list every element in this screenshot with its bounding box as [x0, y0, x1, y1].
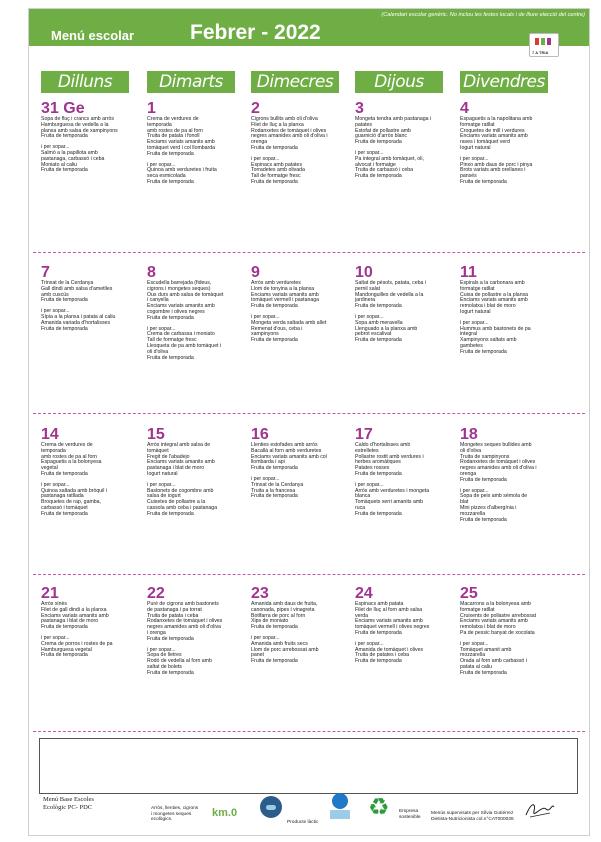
header-bar — [29, 9, 589, 55]
menu-line: pastanaga ratllada — [41, 493, 84, 500]
day-number: 16 — [251, 426, 269, 443]
menu-line: Filet de gall dindi a la planxa — [41, 606, 107, 613]
menu-line: Rodanxetes de tomàquet i olives — [147, 618, 223, 625]
menu-line: herbes aromàtiques — [355, 459, 401, 466]
day-header-dilluns: Dilluns — [41, 71, 129, 93]
menu-line: estrelletes — [355, 447, 379, 454]
day-cell — [251, 585, 351, 665]
day-cell — [355, 585, 455, 665]
menu-line: Pa de pessic banyat de xocolata — [460, 629, 535, 636]
menu-line: amb cuscús — [41, 291, 69, 298]
menu-line: Fruita de temporada — [41, 133, 88, 140]
menu-line: remolatxa i blat de moro — [460, 624, 516, 631]
menu-line: Fruita de temporada — [41, 510, 88, 517]
menu-line: Tall de formatge fresc — [251, 173, 301, 180]
menu-line: saltat de bolets — [147, 663, 182, 670]
sustainable-badge-icon — [330, 793, 350, 819]
menu-line: Espinacs amb patata — [355, 601, 404, 607]
menu-line: oli d'oliva — [147, 348, 169, 355]
menu-line: Hamburguesa vegetal — [41, 646, 92, 653]
menu-line: i per sopar... — [41, 481, 70, 488]
day-cell — [355, 264, 455, 344]
menu-line: blat — [460, 499, 469, 506]
badge-base — [330, 810, 350, 819]
day-number: 11 — [460, 264, 477, 281]
eco-line: i mongetes seques — [151, 811, 192, 817]
menu-line: Ous durs amb salsa de tomàquet — [147, 291, 224, 298]
menu-line: cigrons i mongetes seques) — [147, 285, 211, 292]
menu-line: Fruita de temporada — [147, 669, 194, 676]
day-header-dimecres: Dimecres — [251, 71, 339, 93]
menu-line: Fruita de temporada — [251, 624, 298, 631]
menu-line: Iogurt natural — [460, 144, 491, 151]
menu-line: Pinxo amb daus de porc i pinya — [460, 161, 533, 168]
menu-line: Espirals a la carbonara amb — [460, 280, 525, 286]
menu-line: guarnició d'arròs blanc — [355, 133, 408, 140]
day-cell — [355, 426, 455, 518]
logo-text: 7 A TRIA — [532, 50, 549, 55]
day-cell — [147, 100, 247, 186]
empresa-line: sostenible — [399, 814, 421, 820]
menu-line: tomàquet — [147, 447, 169, 454]
menu-line: Truita de patata i fonoll — [147, 133, 200, 140]
menu-line: Xips de moniato — [251, 618, 289, 625]
day-number: 8 — [147, 264, 156, 281]
menu-line: i per sopar... — [460, 487, 489, 494]
menu-base-line2: Ecològic PC- PDC — [43, 804, 93, 811]
day-cell — [41, 426, 141, 518]
day-number: 31 Ge — [41, 100, 85, 117]
menu-line: pansés — [460, 173, 477, 180]
menu-line: Fruita de temporada — [147, 354, 194, 361]
menu-line: i per sopar... — [251, 634, 280, 641]
eco-line: Arròs, llenties, cigrons — [151, 806, 199, 811]
menu-line: Fruita de temporada — [355, 303, 402, 310]
menu-line: Tomàquets xerri amanits amb — [355, 499, 424, 506]
menu-line: Quinoa saltada amb bròquil i — [41, 487, 108, 494]
menu-line: Filet de lluç al forn amb salsa — [355, 606, 423, 613]
menu-line: Fruita de temporada — [147, 150, 194, 157]
menu-line: Fruita de temporada — [460, 476, 507, 483]
menu-line: Sopa amb meravella — [355, 319, 403, 326]
notes-box — [39, 738, 578, 794]
menu-line: cassola amb ceba i pastanaga — [147, 504, 218, 511]
menu-line: jardinera — [355, 297, 376, 304]
menu-line: Pollastre rostit amb verdures i — [355, 453, 424, 460]
menu-line: Fruita de temporada — [41, 297, 88, 304]
day-number: 10 — [355, 264, 373, 281]
km0-logo: km.0 — [212, 807, 238, 819]
month-title: Febrer - 2022 — [190, 21, 321, 44]
menu-line: Trinxat de la Cerdanya — [251, 481, 304, 488]
menu-line: Crema de porros i rostes de pa — [41, 640, 113, 647]
menu-line: Enciams variats amanits amb — [460, 133, 528, 140]
menu-line: Cuixetes de pollastre a la — [147, 499, 206, 506]
menu-line: Fruita de temporada — [251, 658, 298, 665]
menu-line: Truita de patates i ceba — [355, 652, 410, 659]
menu-line: Arròs xinès — [41, 601, 67, 607]
day-number: 14 — [41, 426, 59, 443]
menu-line: Espaguetis a la bolonyesa — [41, 459, 102, 466]
menu-line: xampinyons — [251, 331, 279, 338]
menu-line: Fruita de temporada — [41, 624, 88, 631]
menu-line: Amanida variada d'hortalisses — [41, 319, 111, 326]
menu-line: panet — [251, 652, 264, 659]
menu-line: llombarda i api — [251, 459, 285, 466]
menu-line: i per sopar... — [41, 634, 70, 641]
menu-line: Fruita de temporada — [41, 652, 88, 659]
menu-page — [28, 8, 590, 836]
menu-line: Iogurt natural — [460, 308, 491, 315]
menu-line: Amanida amb daus de fruita, — [251, 601, 318, 607]
menu-line: Fruita de temporada — [460, 178, 507, 185]
menu-line: remolatxa i blat de moro — [460, 303, 516, 310]
menu-line: pastanaga i blat de moro — [147, 465, 205, 472]
menu-line: carbassó i tomàquet — [41, 504, 88, 511]
signature-graphic — [524, 799, 556, 821]
day-cell — [147, 426, 247, 518]
menu-line: i per sopar... — [355, 313, 384, 320]
menu-line: amb rostes de pa al forn — [41, 453, 97, 460]
menu-line: Enciams variats amanits amb col — [251, 453, 327, 460]
day-number: 3 — [355, 100, 364, 117]
menu-line: Fruita de temporada — [355, 629, 402, 636]
menu-line: Mongetes seques bullides amb — [460, 442, 532, 448]
menu-line: Enciams variats amanits amb — [147, 139, 215, 146]
week-separator — [33, 731, 585, 732]
menu-line: Estofat de pollastre amb — [355, 127, 411, 134]
menu-line: Xampinyons saltats amb — [460, 337, 517, 344]
menu-line: Tomàquet amanit amb — [460, 646, 512, 653]
menu-line: Broquetes de rap, gamba, — [41, 499, 101, 506]
menu-line: vegetal — [41, 465, 58, 472]
menu-line: Fruita de temporada — [355, 510, 402, 517]
menu-line: Iogurt natural — [147, 470, 178, 477]
menu-line: Fruita de temporada — [355, 470, 402, 477]
day-number: 24 — [355, 585, 373, 602]
menu-line: blanca — [355, 493, 371, 500]
menu-line: mozzarella — [460, 652, 486, 659]
menu-line: patates — [355, 121, 373, 128]
day-number: 25 — [460, 585, 478, 602]
menu-line: Saltat de pèsols, patata, ceba i — [355, 280, 426, 286]
menu-line: orenga — [251, 139, 268, 146]
recycle-icon: ♻ — [368, 794, 390, 821]
cow-icon — [266, 805, 276, 810]
menu-line: Bacallà al forn amb verduretes — [251, 447, 322, 454]
menu-line: pastanaga i blat de moro — [41, 618, 99, 625]
menu-line: i per sopar... — [460, 640, 489, 647]
menu-line: Enciams variats amanits amb — [251, 291, 319, 298]
menu-line: salsa de iogurt — [147, 493, 181, 500]
menu-line: Patates rosses — [355, 465, 390, 472]
menu-line: Truita a la francesa — [251, 487, 296, 494]
menu-line: Botifarra de porc al forn — [251, 612, 306, 619]
menu-line: Fregit de l'abadejo — [147, 453, 190, 460]
menu-line: Remenat d'ous, ceba i — [251, 325, 303, 332]
menu-line: Tall de formatge fresc — [147, 337, 197, 344]
menu-line: amb rostes de pa al forn — [147, 127, 203, 134]
menu-line: Moniato al caliu — [41, 161, 78, 168]
day-number: 18 — [460, 426, 478, 443]
day-cell — [41, 264, 141, 332]
menu-line: temporada — [41, 447, 66, 454]
menu-line: de pastanaga i pa torrat — [147, 606, 202, 613]
supervision-line: Menús supervisats per Sílvia Gutiérrez — [431, 811, 514, 816]
menu-line: i orenga — [147, 629, 166, 636]
menu-line: tomàquet verd i col llombarda — [147, 144, 216, 151]
menu-line: Sopa de peix amb sèmola de — [460, 493, 528, 500]
menu-line: Fruita de temporada — [251, 465, 298, 472]
menu-line: Llom de tonyina a la planxa — [251, 285, 315, 292]
menu-line: Escudella barrejada (fideus, — [147, 280, 212, 286]
menu-line: Arròs integral amb salsa de — [147, 442, 211, 448]
day-cell — [251, 426, 351, 500]
day-number: 15 — [147, 426, 165, 443]
lactic-label: Producte làctic — [287, 820, 319, 825]
day-header-dijous: Dijous — [355, 71, 443, 93]
menu-line: Torradetes amb olivada — [251, 167, 305, 174]
menu-line: Fruita de temporada — [251, 493, 298, 500]
menu-line: pebrot escalivat — [355, 331, 392, 338]
menu-line: mozzarella — [460, 510, 486, 517]
menu-line: Caldo d'hortalisses amb — [355, 442, 411, 448]
menu-line: Fruita de temporada — [251, 144, 298, 151]
menu-line: Rodó de vedella al forn amb — [147, 658, 212, 665]
menu-line: Fruita de temporada — [147, 510, 194, 517]
brand-logo — [529, 33, 559, 57]
day-number: 4 — [460, 100, 469, 117]
day-cell — [41, 100, 141, 174]
day-number: 21 — [41, 585, 59, 602]
menu-line: Trinxat de la Cerdanya — [41, 280, 94, 286]
lactic-logo-icon — [260, 796, 282, 818]
menu-line: negres amanides amb oli d'oliva i — [251, 133, 328, 140]
menu-line: Fruita de temporada — [251, 303, 298, 310]
menu-line: Hummus amb bastonets de pa — [460, 325, 531, 332]
menu-line: Fruita de temporada — [251, 337, 298, 344]
menu-line: Sípia a la planxa i patata al caliu — [41, 313, 116, 320]
menu-line: Sopa de lletres — [147, 652, 182, 659]
menu-line: Fruita de temporada — [355, 337, 402, 344]
menu-line: formatge ratllat — [460, 606, 495, 613]
menu-line: Fruita de temporada — [460, 348, 507, 355]
menu-line: Espinacs amb patates — [251, 161, 303, 168]
menu-line: i per sopar... — [41, 144, 70, 151]
menu-line: Mongeta verda saltada amb allet — [251, 319, 327, 326]
day-cell — [251, 100, 351, 186]
menu-line: Enciams variats amanits amb — [147, 303, 215, 310]
menu-line: Llenties estofades amb arròs — [251, 442, 318, 448]
day-number: 17 — [355, 426, 373, 443]
menu-line: Fruita de temporada — [147, 635, 194, 642]
menu-line: i per sopar... — [147, 161, 176, 168]
menu-line: tomàquet vermell i pastanaga — [251, 297, 320, 304]
menu-line: Cigrons bullits amb oli d'oliva — [251, 116, 318, 122]
menu-line: cogombre i olives negres — [147, 308, 205, 315]
menu-line: Salmó a la papillota amb — [41, 149, 98, 156]
menu-line: i per sopar... — [147, 481, 176, 488]
menu-line: Fruita de temporada — [355, 658, 402, 665]
menu-line: i per sopar... — [41, 308, 70, 315]
day-number: 9 — [251, 264, 260, 281]
menu-line: Orada al forn amb carbassó i — [460, 658, 527, 665]
menu-line: Mandonguilles de vedella a la — [355, 291, 424, 298]
menu-line: raves i tomàquet verd — [460, 139, 510, 146]
day-header-divendres: Divendres — [460, 71, 548, 93]
day-cell — [41, 585, 141, 659]
menu-line: Mini pizzes d'albergínia i — [460, 504, 517, 511]
menu-line: gambetes — [460, 342, 483, 349]
menu-line: i canyella — [147, 297, 169, 304]
day-cell — [460, 426, 560, 523]
menu-line: Llenguado a la planxa amb — [355, 325, 418, 332]
menu-line: formatge ratllat — [460, 285, 495, 292]
logo-bar-magenta — [547, 38, 551, 45]
menu-line: negres amanides amb oli d'oliva i — [460, 465, 537, 472]
menu-line: Fruita de temporada — [460, 516, 507, 523]
menu-line: Rodanxetes de tomàquet i olives — [460, 459, 536, 466]
menu-line: i per sopar... — [460, 155, 489, 162]
day-cell — [355, 100, 455, 180]
day-number: 2 — [251, 100, 260, 117]
menu-line: i per sopar... — [147, 646, 176, 653]
badge-circle — [332, 793, 348, 809]
supervision-text — [431, 811, 514, 822]
week-separator — [33, 413, 585, 414]
menu-line: Fruita de temporada — [355, 139, 402, 146]
day-cell — [460, 585, 560, 677]
menu-line: Arròs amb verduretes i mongeta — [355, 487, 430, 494]
menu-line: verda — [355, 612, 368, 619]
menu-line: i per sopar... — [355, 149, 384, 156]
day-cell — [460, 264, 560, 356]
menu-line: Macarrons a la bolonyesa amb — [460, 601, 531, 607]
menu-base-line1: Menú Base Escoles — [43, 796, 94, 803]
menu-line: Llom de porc arrebossat amb — [251, 646, 319, 653]
menu-line: Truita de carbassó i ceba — [355, 167, 414, 174]
menu-line: formatge ratllat — [460, 121, 495, 128]
menu-line: i per sopar... — [460, 319, 489, 326]
menu-line: Enciams variats amanits amb — [460, 297, 528, 304]
menu-line: Hamburguesa de vedella a la — [41, 121, 109, 128]
day-number: 7 — [41, 264, 50, 281]
menu-line: tomàquet vermell i olives negres — [355, 624, 430, 631]
menu-line: Filet de lluç a la planxa — [251, 121, 304, 128]
menu-line: Crema de carbassa i moniato — [147, 331, 215, 338]
menu-line: Amanida amb fruits secs — [251, 640, 308, 647]
menu-line: Brots variats amb orellanes i — [460, 167, 526, 174]
menu-line: Enciams variats amanits amb — [460, 618, 528, 625]
menu-line: Crema de verdures de — [41, 442, 93, 448]
menu-line: canonada, pipes i vinagreta — [251, 606, 315, 613]
menu-line: alvocat i formatge — [355, 161, 396, 168]
day-cell — [147, 264, 247, 361]
menu-line: ruca — [355, 504, 366, 511]
menu-line: Quinoa amb verduretes i fruita — [147, 167, 217, 174]
week-separator — [33, 574, 585, 575]
menu-line: Sopa de fluç i crancs amb arròs — [41, 116, 114, 122]
menu-line: Croquetes de mill i verdures — [460, 127, 525, 134]
empresa-line: Empresa — [399, 809, 419, 814]
logo-bar-red — [535, 38, 539, 45]
menu-line: Llesqueta de pa amb tomàquet i — [147, 342, 222, 349]
eco-text — [151, 806, 198, 823]
menu-line: i per sopar... — [355, 640, 384, 647]
menu-line: Amanida de tomàquet i olives — [355, 646, 424, 653]
menu-line: Fruita de temporada — [251, 178, 298, 185]
menu-line: Puré de cigrons amb bastonets — [147, 601, 219, 607]
day-header-dimarts: Dimarts — [147, 71, 235, 93]
calendar-note: (Calendari escolar genèric. No inclou les festes locals i de lliure elecció del centre) — [381, 12, 585, 18]
week-separator — [33, 252, 585, 253]
menu-line: seca esmicolada — [147, 173, 186, 180]
menu-base-label — [43, 796, 94, 812]
day-cell — [251, 264, 351, 344]
menu-line: Fruita de temporada — [147, 314, 194, 321]
menu-line: Cuixa de pollastre a la planxa — [460, 291, 529, 298]
menu-line: Fruita de temporada — [355, 173, 402, 180]
menu-line: Mongeta tendra amb pastanaga i — [355, 116, 432, 122]
menu-line: Crema de verdures de — [147, 116, 199, 122]
menu-line: pastanaga, carbassó i ceba — [41, 155, 105, 162]
menu-line: Cruixents de pollastre arrebossat — [460, 612, 537, 619]
menu-line: Fruita de temporada — [147, 178, 194, 185]
menu-line: Fruita de temporada — [460, 669, 507, 676]
day-number: 22 — [147, 585, 165, 602]
menu-line: planxa amb salsa de xampinyons — [41, 127, 118, 134]
menu-line: Arròs amb verduretes — [251, 280, 301, 286]
menu-line: negres amanides amb oli d'oliva — [147, 624, 221, 631]
menu-line: Truita de patata i ceba — [147, 612, 199, 619]
menu-line: temporada — [147, 121, 172, 128]
menu-line: Fruita de temporada — [41, 325, 88, 332]
menu-line: pernil salat — [355, 285, 381, 292]
day-number: 1 — [147, 100, 156, 117]
menu-line: Pa integral amb tomàquet, oli, — [355, 155, 424, 162]
supervision-line: Dietista-Nutricionista col.n°CAT000036 — [431, 816, 514, 822]
menu-line: integral — [460, 331, 478, 338]
eco-line: ecològics. — [151, 817, 173, 822]
menu-line: patata al caliu — [460, 663, 493, 670]
menu-line: Espaguetis a la napolitana amb — [460, 116, 533, 122]
menu-line: Fruita de temporada — [41, 167, 88, 174]
menu-line: Truita de xampinyons — [460, 453, 510, 460]
menu-line: Bastonets de cogombre amb — [147, 487, 214, 494]
menu-line: i per sopar... — [251, 475, 280, 482]
menu-line: Enciams variats amanits amb — [41, 612, 109, 619]
menu-line: Rodanxetes de tomàquet i olives — [251, 127, 327, 134]
menu-line: i per sopar... — [251, 313, 280, 320]
menu-line: i per sopar... — [147, 325, 176, 332]
menu-line: Gall dindi amb salsa d'ametlles — [41, 285, 113, 292]
logo-bar-green — [541, 38, 545, 45]
day-cell — [460, 100, 560, 186]
menu-title: Menú escolar — [51, 28, 135, 43]
day-number: 23 — [251, 585, 269, 602]
menu-line: oli d'oliva — [460, 447, 482, 454]
menu-line: Enciams variats amanits amb — [355, 618, 423, 625]
empresa-sostenible — [399, 809, 421, 820]
menu-line: i per sopar... — [251, 155, 280, 162]
menu-line: Fruita de temporada — [41, 470, 88, 477]
menu-line: Enciams variats amanits amb — [147, 459, 215, 466]
menu-line: orenga — [460, 470, 477, 477]
menu-line: i per sopar... — [355, 481, 384, 488]
day-cell — [147, 585, 247, 677]
